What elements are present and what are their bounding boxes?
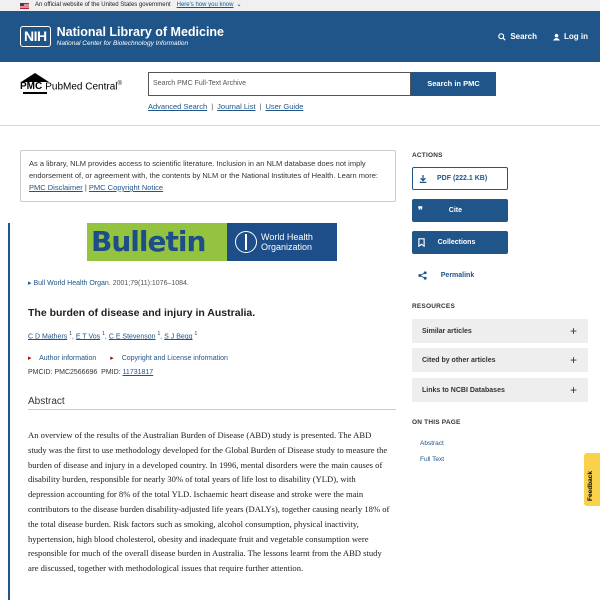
actions-heading: ACTIONS xyxy=(412,152,443,159)
on-this-page-heading: ON THIS PAGE xyxy=(412,419,461,426)
otp-full-text-link[interactable]: Full Text xyxy=(420,456,445,463)
plus-icon: + xyxy=(569,383,577,397)
author-link[interactable]: C E Stevenson xyxy=(108,333,156,341)
search-in-pmc-button[interactable]: Search in PMC xyxy=(411,72,496,96)
journal-link[interactable]: Bull World Health Organ xyxy=(33,280,109,287)
ncbi-subtitle: National Center for Biotechnology Information xyxy=(56,40,189,47)
author-link[interactable]: E T Vos xyxy=(75,333,101,341)
plus-icon: + xyxy=(569,324,577,338)
pmc-search-input[interactable]: Search PMC Full-Text Archive xyxy=(148,72,411,96)
cite-button[interactable] xyxy=(412,199,508,222)
abstract-heading: Abstract xyxy=(28,396,396,410)
collections-label: Collections xyxy=(437,239,476,246)
share-icon xyxy=(418,271,427,280)
who-logo: World Health Organization xyxy=(235,231,313,253)
pmc-short: PMC xyxy=(20,81,43,92)
advanced-search-link[interactable]: Advanced Search xyxy=(148,102,208,111)
gov-banner xyxy=(0,0,600,11)
pmcid: PMCID: PMC2566696 xyxy=(28,369,98,376)
nih-badge: NIH xyxy=(20,26,51,47)
permalink-label: Permalink xyxy=(440,271,475,279)
nih-header xyxy=(0,11,600,62)
heres-how-you-know-link[interactable]: Here's how you know xyxy=(176,2,234,8)
journal-list-link[interactable]: Journal List xyxy=(217,102,256,111)
plus-icon: + xyxy=(569,353,577,367)
article-ids xyxy=(28,369,153,376)
citation-line: ▸ Bull World Health Organ. 2001;79(11):1076–1084. xyxy=(28,280,189,287)
feedback-label: Feedback xyxy=(587,471,594,501)
author-link[interactable]: C D Mathers xyxy=(28,333,68,341)
accordion-label: Links to NCBI Databases xyxy=(422,386,505,394)
us-flag-icon xyxy=(20,3,29,9)
login-label: Log in xyxy=(564,32,588,41)
feedback-tab[interactable] xyxy=(584,453,600,506)
quote-icon: ❞ xyxy=(418,205,423,215)
bookmark-icon xyxy=(418,238,425,247)
collections-button[interactable] xyxy=(412,231,508,254)
author-information-toggle[interactable]: ▸ Author information xyxy=(28,355,97,362)
who-emblem-icon xyxy=(235,231,257,253)
resources-heading: RESOURCES xyxy=(412,303,455,310)
pmc-copyright-link[interactable]: PMC Copyright Notice xyxy=(88,183,164,192)
pmc-logo[interactable] xyxy=(20,72,122,94)
accordion-label: Similar articles xyxy=(422,327,472,335)
journal-banner xyxy=(87,223,337,261)
accordion-label: Cited by other articles xyxy=(422,356,496,364)
pmc-disclaimer-link[interactable]: PMC Disclaimer xyxy=(29,183,83,192)
copyright-information-toggle[interactable]: ▸ Copyright and License information xyxy=(110,355,228,362)
author-list: C D Mathers $^1$, E T Vos $^1$, C E Stevenson $^1$, S J Begg $^1$ xyxy=(28,331,198,341)
download-icon xyxy=(419,175,427,183)
ncbi-links-accordion[interactable] xyxy=(412,378,588,402)
pmid-label: PMID: xyxy=(101,369,121,376)
user-icon xyxy=(553,33,560,41)
header-search-button[interactable] xyxy=(498,32,537,41)
login-button[interactable] xyxy=(553,32,588,41)
chevron-down-icon: ⌄ xyxy=(236,2,242,8)
pmid-link[interactable]: 11731817 xyxy=(122,369,154,376)
pdf-label: PDF (222.1 KB) xyxy=(437,175,488,182)
pdf-download-button[interactable] xyxy=(412,167,508,190)
otp-abstract-link[interactable]: Abstract xyxy=(420,440,444,447)
info-links xyxy=(28,354,240,362)
nlm-disclaimer xyxy=(20,150,396,202)
cite-label: Cite xyxy=(448,207,463,214)
author-link[interactable]: S J Begg xyxy=(164,333,193,341)
search-icon xyxy=(498,33,506,41)
pmc-name: PubMed Central® xyxy=(45,80,122,92)
bulletin-wordmark: Bulletin xyxy=(87,223,227,261)
nlm-logo[interactable] xyxy=(20,25,224,48)
search-links: Advanced Search | Journal List | User Guide xyxy=(148,102,304,111)
gov-banner-text: An official website of the United States government xyxy=(35,2,171,8)
nlm-title: National Library of Medicine xyxy=(56,25,225,39)
disclaimer-text: As a library, NLM provides access to scientific literature. Inclusion in an NLM database does not imply endorsement of, or agreement with, the contents by NLM or the National Institutes of Health. xyxy=(29,159,366,180)
abstract-text: An overview of the results of the Australian Burden of Disease (ABD) study is presented. The ABD study was the first to use methodology developed for the Global Burden of Disease study to measure the burden of disease and injury in a developed country. In 1996, mental disorders were the main causes of disability burden, responsible for nearly 30% of total years of life lost to disability (YLD), with depression accounting for 8% of the total YLD. Ischaemic heart disease and stroke were the main contributors to the disease burden disability-adjusted life years (DALYs), together causing nearly 18% of the total disease burden. Risk factors such as smoking, alcohol consumption, physical inactivity, hypertension, high blood cholesterol, obesity and inadequate fruit and vegetable consumption were responsible for much of the overall disease burden in Australia. The lessons learnt from the ABD study are discussed, together with methodological issues that require further attention. xyxy=(28,430,390,574)
learn-more-text: Learn more: xyxy=(337,171,378,180)
article-title: The burden of disease and injury in Australia. xyxy=(28,307,256,319)
cited-by-accordion[interactable] xyxy=(412,348,588,372)
user-guide-link[interactable]: User Guide xyxy=(265,102,304,111)
disclaimer-sep: | xyxy=(84,183,87,192)
permalink-button[interactable] xyxy=(412,267,508,283)
pmc-header xyxy=(0,62,600,126)
header-search-label: Search xyxy=(510,32,537,41)
similar-articles-accordion[interactable] xyxy=(412,319,588,343)
